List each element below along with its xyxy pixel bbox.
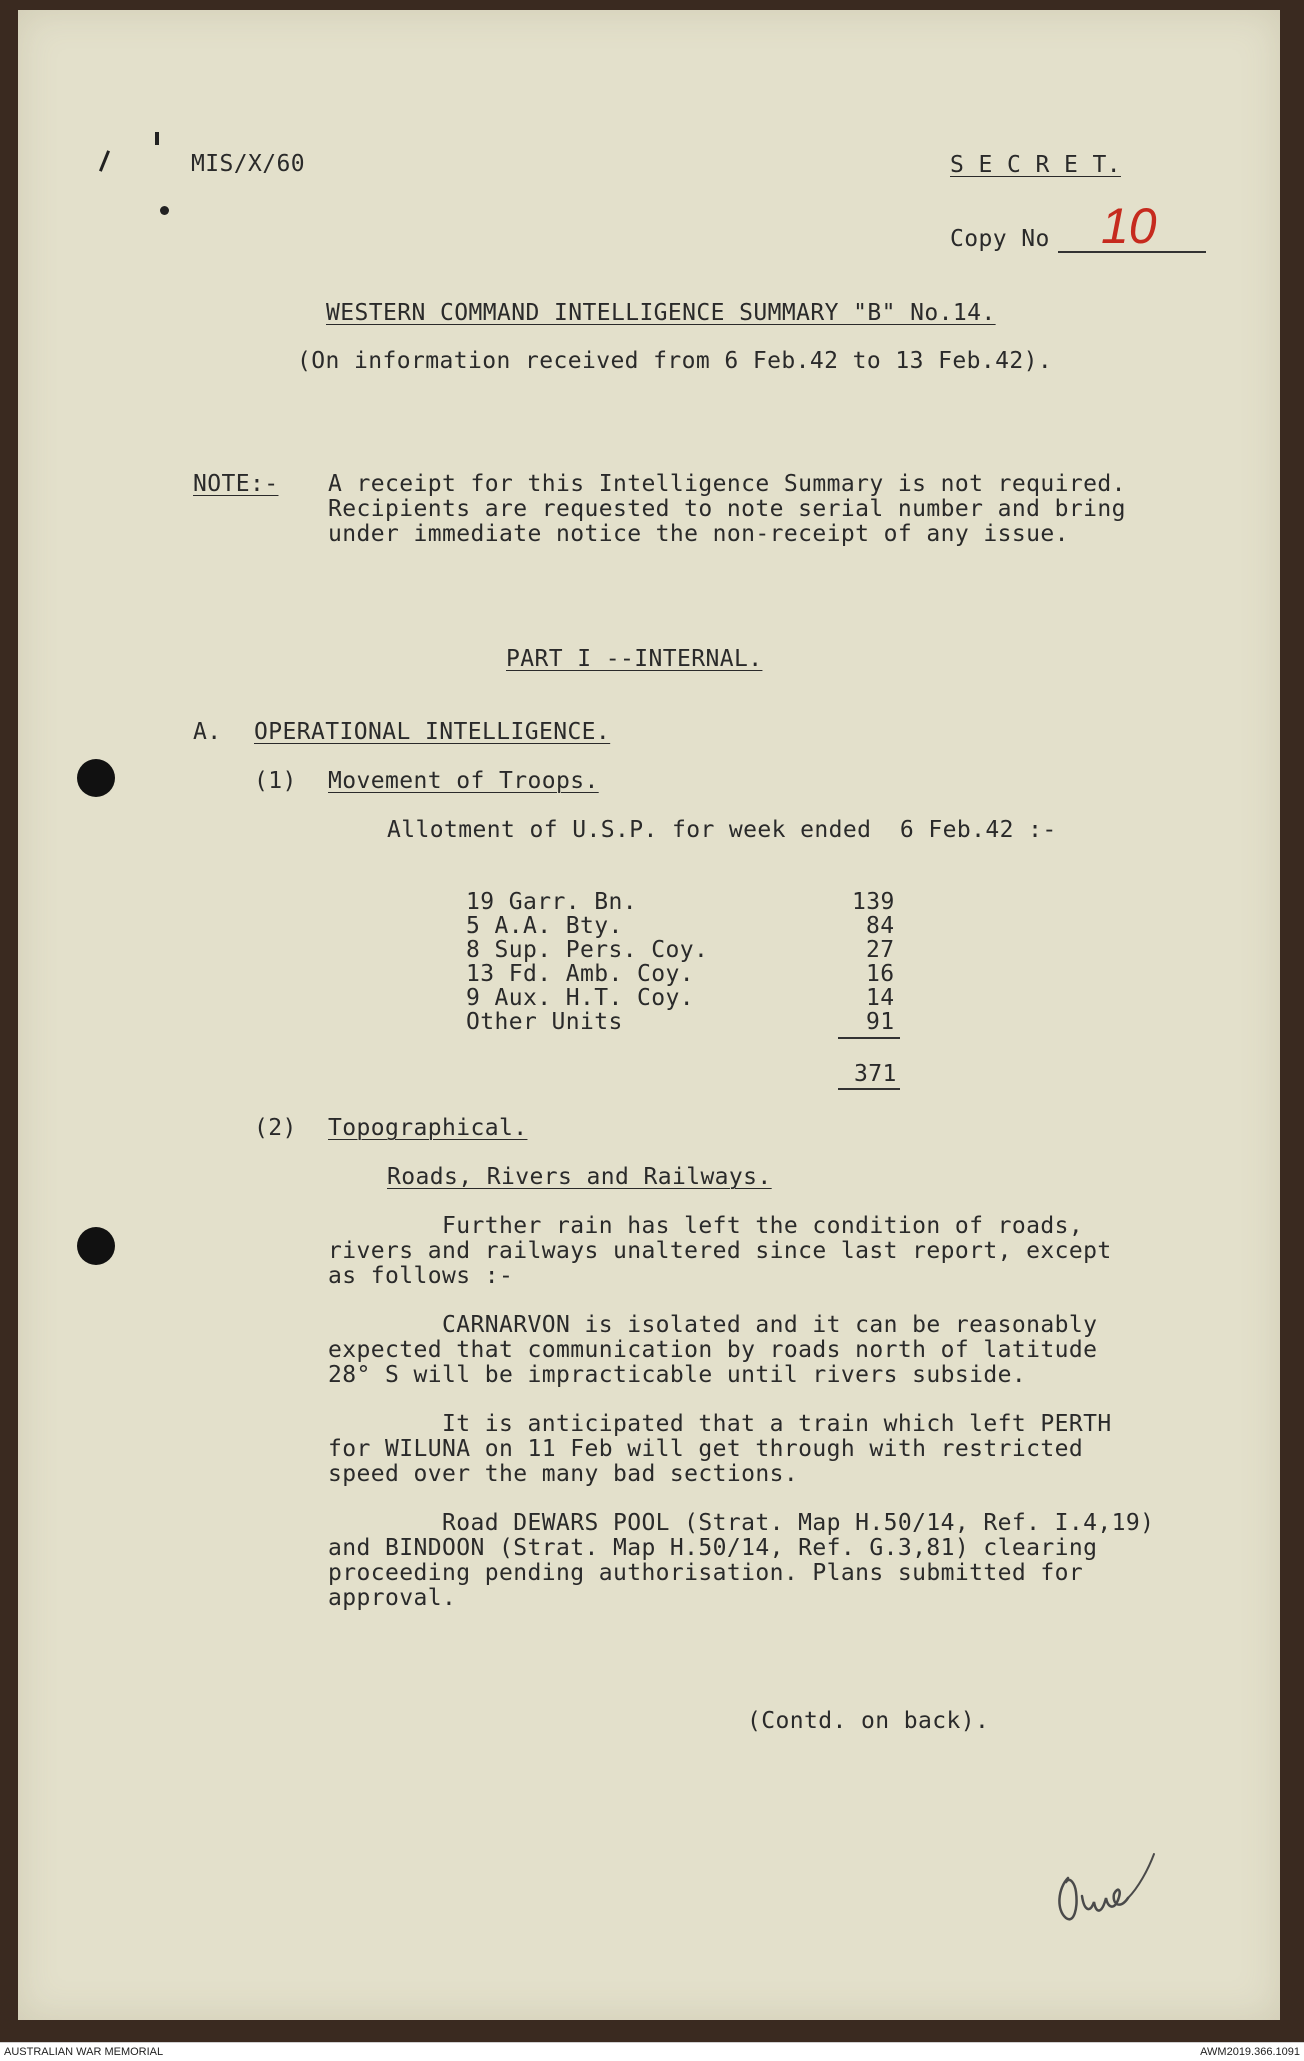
paragraph-line: speed over the many bad sections. bbox=[328, 1461, 799, 1487]
table-value: 14 bbox=[866, 985, 895, 1011]
margin-mark bbox=[160, 206, 169, 215]
item-subheading: Roads, Rivers and Railways. bbox=[387, 1164, 772, 1190]
table-total-rule bbox=[838, 1088, 900, 1090]
paragraph-line: proceeding pending authorisation. Plans submitted for bbox=[328, 1560, 1084, 1586]
note-label: NOTE:- bbox=[193, 471, 279, 497]
punch-hole-top bbox=[77, 759, 115, 797]
paragraph-line: Further rain has left the condition of roads, bbox=[328, 1213, 1084, 1239]
table-unit: 9 Aux. H.T. Coy. bbox=[466, 985, 694, 1011]
margin-mark bbox=[155, 132, 159, 145]
item-heading: Topographical. bbox=[328, 1115, 528, 1141]
table-value: 91 bbox=[866, 1009, 895, 1035]
handwritten-initials-signature bbox=[1048, 1848, 1158, 1940]
section-heading: OPERATIONAL INTELLIGENCE. bbox=[254, 719, 611, 745]
paragraph-line: and BINDOON (Strat. Map H.50/14, Ref. G.3,81) clearing bbox=[328, 1535, 1098, 1561]
table-value: 16 bbox=[866, 961, 895, 987]
table-sum-rule bbox=[838, 1037, 900, 1039]
paragraph-line: approval. bbox=[328, 1585, 457, 1611]
table-unit: 8 Sup. Pers. Coy. bbox=[466, 937, 709, 963]
table-unit: 19 Garr. Bn. bbox=[466, 889, 637, 915]
note-line: A receipt for this Intelligence Summary is not required. bbox=[328, 471, 1126, 497]
footer-accession-number: AWM2019.366.1091 bbox=[1200, 2046, 1300, 2058]
punch-hole-bottom bbox=[77, 1227, 115, 1265]
item-number: (2) bbox=[254, 1115, 297, 1141]
copy-no-handwritten: 10 bbox=[1101, 198, 1157, 254]
paragraph-line: Road DEWARS POOL (Strat. Map H.50/14, Ref. I.4,19) bbox=[328, 1510, 1155, 1536]
archive-footer-bar bbox=[0, 2042, 1304, 2061]
paragraph-line: as follows :- bbox=[328, 1263, 514, 1289]
table-unit: 5 A.A. Bty. bbox=[466, 913, 623, 939]
document-title: WESTERN COMMAND INTELLIGENCE SUMMARY "B" No.14. bbox=[326, 300, 996, 326]
reference-number: MIS/X/60 bbox=[191, 151, 305, 177]
classification-secret: S E C R E T. bbox=[950, 152, 1121, 178]
paragraph-line: rivers and railways unaltered since last report, except bbox=[328, 1238, 1112, 1264]
copy-no-label: Copy No bbox=[950, 226, 1050, 252]
item-heading: Movement of Troops. bbox=[328, 768, 599, 794]
table-value: 139 bbox=[852, 889, 895, 915]
allotment-line: Allotment of U.S.P. for week ended 6 Feb.42 :- bbox=[387, 817, 1057, 843]
table-value: 84 bbox=[866, 913, 895, 939]
table-total: 371 bbox=[854, 1061, 897, 1087]
note-line: Recipients are requested to note serial number and bring bbox=[328, 496, 1126, 522]
paragraph-line: expected that communication by roads north of latitude bbox=[328, 1337, 1098, 1363]
table-value: 27 bbox=[866, 937, 895, 963]
part-heading: PART I --INTERNAL. bbox=[506, 646, 763, 672]
table-unit: Other Units bbox=[466, 1009, 623, 1035]
paragraph-line: CARNARVON is isolated and it can be reasonably bbox=[328, 1312, 1098, 1338]
footer-institution: AUSTRALIAN WAR MEMORIAL bbox=[4, 2046, 164, 2058]
section-letter: A. bbox=[193, 719, 222, 745]
document-subtitle: (On information received from 6 Feb.42 to 13 Feb.42). bbox=[297, 348, 1053, 374]
paragraph-line: It is anticipated that a train which left PERTH bbox=[328, 1411, 1112, 1437]
table-unit: 13 Fd. Amb. Coy. bbox=[466, 961, 694, 987]
paragraph-line: 28° S will be impracticable until rivers subside. bbox=[328, 1362, 1027, 1388]
item-number: (1) bbox=[254, 768, 297, 794]
note-line: under immediate notice the non-receipt of any issue. bbox=[328, 521, 1069, 547]
paragraph-line: for WILUNA on 11 Feb will get through with restricted bbox=[328, 1436, 1084, 1462]
continued-note: (Contd. on back). bbox=[747, 1708, 990, 1734]
